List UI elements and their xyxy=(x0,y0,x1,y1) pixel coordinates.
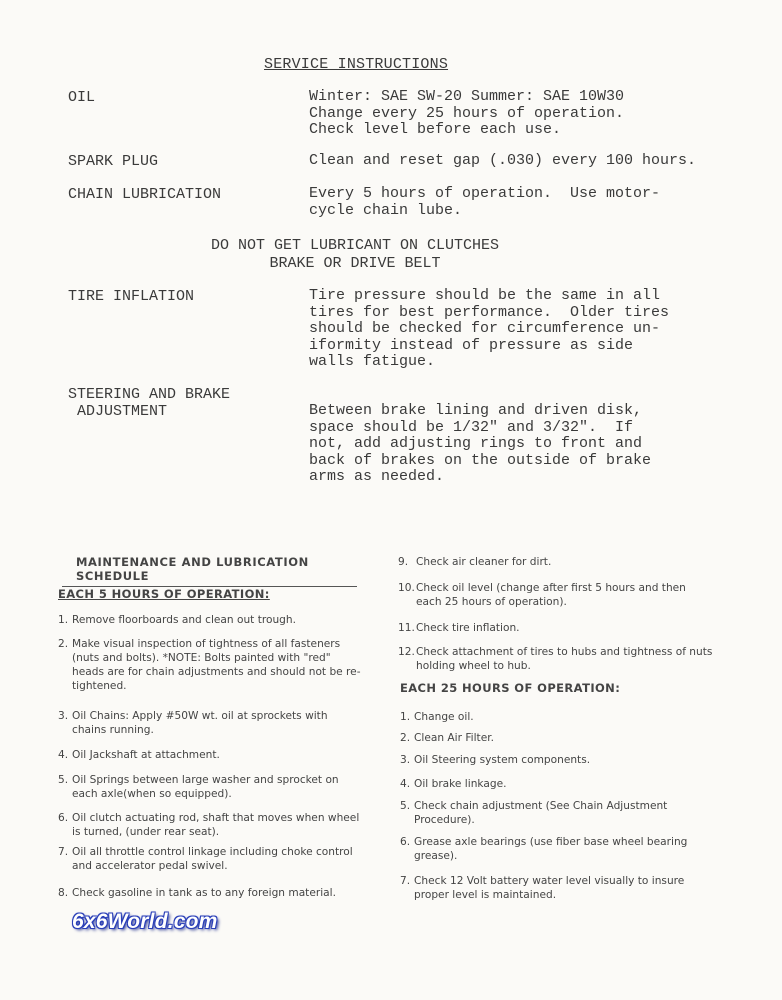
item-number: 3. xyxy=(400,754,411,766)
item-text: Oil Springs between large washer and sprocket on each axle(when so equipped). xyxy=(72,774,339,800)
item-number: 1. xyxy=(58,614,69,626)
item-number: 5. xyxy=(58,774,69,786)
list-item xyxy=(400,799,712,827)
item-number: 1. xyxy=(400,711,411,723)
list-item xyxy=(398,555,713,569)
oil-instructions: Winter: SAE SW-20 Summer: SAE 10W30 Change every 25 hours of operation. Check level before each use. xyxy=(309,88,625,138)
item-text: Oil Steering system components. xyxy=(414,754,591,766)
item-number: 6. xyxy=(400,836,411,848)
spark-plug-label: SPARK PLUG xyxy=(68,153,159,170)
list-item xyxy=(400,731,712,745)
item-number: 4. xyxy=(58,749,69,761)
lubricant-warning-line1: DO NOT GET LUBRICANT ON CLUTCHES xyxy=(210,237,500,254)
item-number: 12. xyxy=(398,646,415,658)
item-text: Remove floorboards and clean out trough. xyxy=(72,614,296,626)
item-text: Oil Chains: Apply #50W wt. oil at sprockets with chains running. xyxy=(72,710,328,736)
list-item xyxy=(58,748,363,762)
list-item xyxy=(400,777,712,791)
item-number: 9. xyxy=(398,556,409,568)
item-text: Make visual inspection of tightness of all fasteners (nuts and bolts). *NOTE: Bolts painted with "red" heads are for chain adjustments and should not be re-tightened. xyxy=(72,638,361,692)
list-item xyxy=(398,581,713,609)
item-text: Oil clutch actuating rod, shaft that moves when wheel is turned, (under rear seat). xyxy=(72,812,360,838)
item-number: 7. xyxy=(58,846,69,858)
item-text: Grease axle bearings (use fiber base wheel bearing grease). xyxy=(414,836,688,862)
list-item xyxy=(398,645,713,673)
every-5-hours-heading: EACH 5 HOURS OF OPERATION: xyxy=(58,587,270,601)
item-number: 7. xyxy=(400,875,411,887)
every-25-hours-heading: EACH 25 HOURS OF OPERATION: xyxy=(400,681,621,695)
tire-inflation-label: TIRE INFLATION xyxy=(68,288,195,305)
service-instructions-title: SERVICE INSTRUCTIONS xyxy=(264,56,449,73)
item-text: Oil brake linkage. xyxy=(414,778,507,790)
list-item xyxy=(58,637,363,693)
item-number: 8. xyxy=(58,887,69,899)
item-text: Check tire inflation. xyxy=(416,622,520,634)
item-number: 5. xyxy=(400,800,411,812)
list-item xyxy=(400,874,712,902)
item-number: 4. xyxy=(400,778,411,790)
item-number: 10. xyxy=(398,582,415,594)
chain-lubrication-instructions: Every 5 hours of operation. Use motor- cycle chain lube. xyxy=(309,185,661,219)
list-item xyxy=(58,709,363,737)
lubricant-warning-line2: BRAKE OR DRIVE BELT xyxy=(269,255,441,272)
steering-brake-instructions: Between brake lining and driven disk, space should be 1/32" and 3/32". If not, add adjusting rings to front and back of brakes on the outside of brake arms as needed. xyxy=(309,402,652,485)
item-text: Clean Air Filter. xyxy=(414,732,494,744)
list-item xyxy=(400,753,712,767)
item-text: Check 12 Volt battery water level visually to insure proper level is maintained. xyxy=(414,875,685,901)
list-item xyxy=(400,710,712,724)
item-text: Check attachment of tires to hubs and tightness of nuts holding wheel to hub. xyxy=(416,646,713,672)
item-number: 11. xyxy=(398,622,415,634)
list-item xyxy=(58,613,363,627)
item-number: 2. xyxy=(58,638,69,650)
oil-label: OIL xyxy=(68,89,96,106)
list-item xyxy=(58,886,368,900)
list-item xyxy=(398,621,713,635)
tire-inflation-instructions: Tire pressure should be the same in all tires for best performance. Older tires should be checked for circumference un- iformity instead of pressure as side walls fatigue. xyxy=(309,287,670,370)
item-text: Check chain adjustment (See Chain Adjustment Procedure). xyxy=(414,800,668,826)
list-item xyxy=(58,845,363,873)
item-text: Change oil. xyxy=(414,711,474,723)
item-text: Check oil level (change after first 5 hours and then each 25 hours of operation). xyxy=(416,582,686,608)
list-item xyxy=(400,835,712,863)
item-text: Check air cleaner for dirt. xyxy=(416,556,552,568)
list-item xyxy=(58,773,363,801)
item-text: Oil all throttle control linkage including choke control and accelerator pedal swivel. xyxy=(72,846,353,872)
list-item xyxy=(58,811,363,839)
item-number: 3. xyxy=(58,710,69,722)
spark-plug-instructions: Clean and reset gap (.030) every 100 hours. xyxy=(309,152,697,169)
item-text: Oil Jackshaft at attachment. xyxy=(72,749,220,761)
item-number: 2. xyxy=(400,732,411,744)
item-text: Check gasoline in tank as to any foreign material. xyxy=(72,887,336,899)
maintenance-schedule-heading: MAINTENANCE AND LUBRICATION SCHEDULE xyxy=(62,555,357,587)
item-number: 6. xyxy=(58,812,69,824)
steering-brake-label: STEERING AND BRAKE ADJUSTMENT xyxy=(68,386,231,420)
site-watermark: 6x6World.com xyxy=(72,910,218,933)
chain-lubrication-label: CHAIN LUBRICATION xyxy=(68,186,222,203)
